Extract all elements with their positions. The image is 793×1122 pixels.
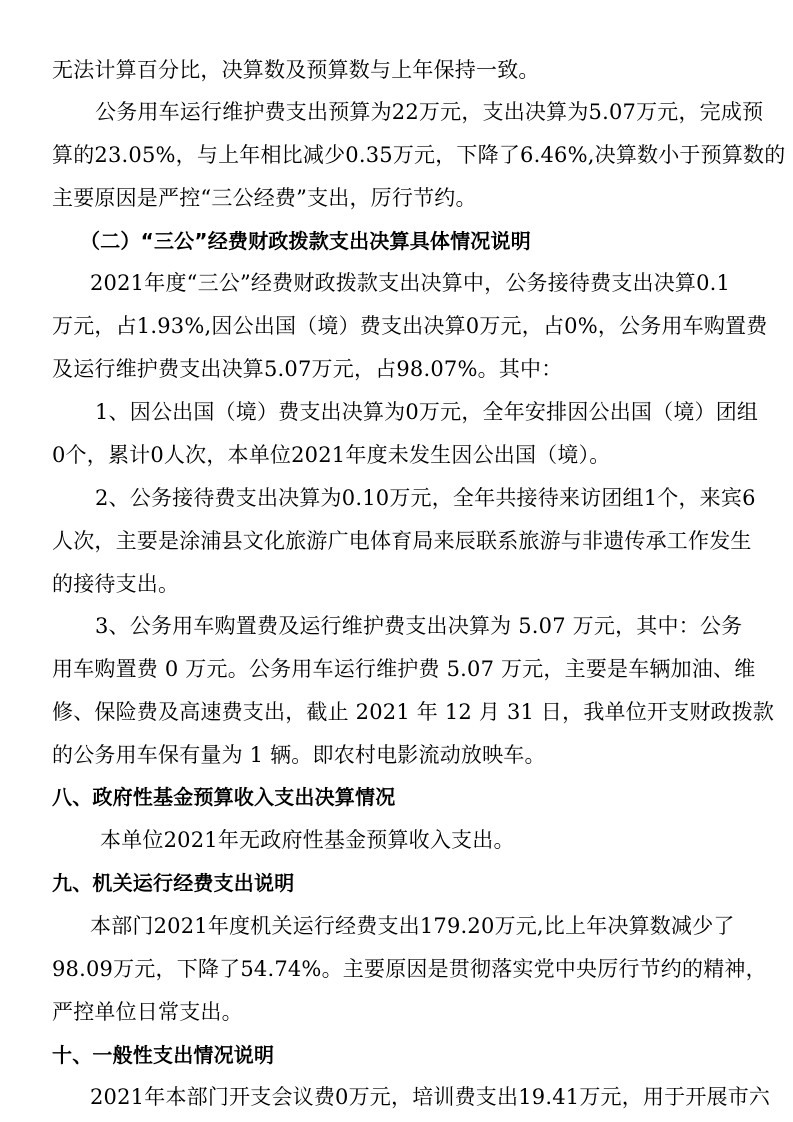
text-line: 2、公务接待费支出决算为0.10万元，全年共接待来访团组1个，来宾6	[95, 486, 756, 510]
text-line: 的公务用车保有量为 1 辆。即农村电影流动放映车。	[52, 743, 546, 767]
text-line: 万元，占1.93%,因公出国（境）费支出决算0万元，占0%，公务用车购置费	[52, 314, 768, 338]
text-line: 修、保险费及高速费支出，截止 2021 年 12 月 31 日，我单位开支财政拨款	[52, 700, 775, 724]
text-line: 及运行维护费支出决算5.07万元，占98.07%。其中：	[52, 357, 563, 381]
text-line: 2021年本部门开支会议费0万元，培训费支出19.41万元，用于开展市六	[90, 1085, 771, 1109]
text-line: 2021年度“三公”经费财政拨款支出决算中，公务接待费支出决算0.1	[90, 271, 731, 295]
text-line: 人次，主要是涂浦县文化旅游广电体育局来辰联系旅游与非遗传承工作发生	[52, 529, 752, 553]
text-line: 无法计算百分比，决算数及预算数与上年保持一致。	[52, 58, 540, 82]
text-line: 98.09万元，下降了54.74%。主要原因是贯彻落实党中央厉行节约的精神，	[52, 957, 767, 981]
section-heading: 十、一般性支出情况说明	[52, 1043, 275, 1067]
text-line: 3、公务用车购置费及运行维护费支出决算为 5.07 万元，其中：公务	[95, 614, 743, 638]
text-line: 严控单位日常支出。	[52, 1000, 243, 1024]
section-heading: 八、政府性基金预算收入支出决算情况	[52, 785, 396, 809]
text-line: 1、因公出国（境）费支出决算为0万元，全年安排因公出国（境）团组	[95, 400, 759, 424]
text-line: 公务用车运行维护费支出预算为22万元，支出决算为5.07万元，完成预	[95, 100, 764, 124]
section-heading: 九、机关运行经费支出说明	[52, 871, 295, 895]
text-line: 本部门2021年度机关运行经费支出179.20万元,比上年决算数减少了	[90, 914, 735, 938]
section-heading: （二）“三公”经费财政拨款支出决算具体情况说明	[80, 229, 531, 253]
text-line: 算的23.05%，与上年相比减少0.35万元，下降了6.46%,决算数小于预算数的	[52, 143, 786, 167]
text-line: 用车购置费 0 万元。公务用车运行维护费 5.07 万元，主要是车辆加油、维	[52, 657, 756, 681]
text-line: 0个，累计0人次，本单位2021年度未发生因公出国（境）。	[52, 443, 611, 467]
text-line: 主要原因是严控“三公经费”支出，厉行节约。	[52, 186, 477, 210]
text-line: 本单位2021年无政府性基金预算收入支出。	[100, 828, 515, 852]
text-line: 的接待支出。	[52, 572, 180, 596]
